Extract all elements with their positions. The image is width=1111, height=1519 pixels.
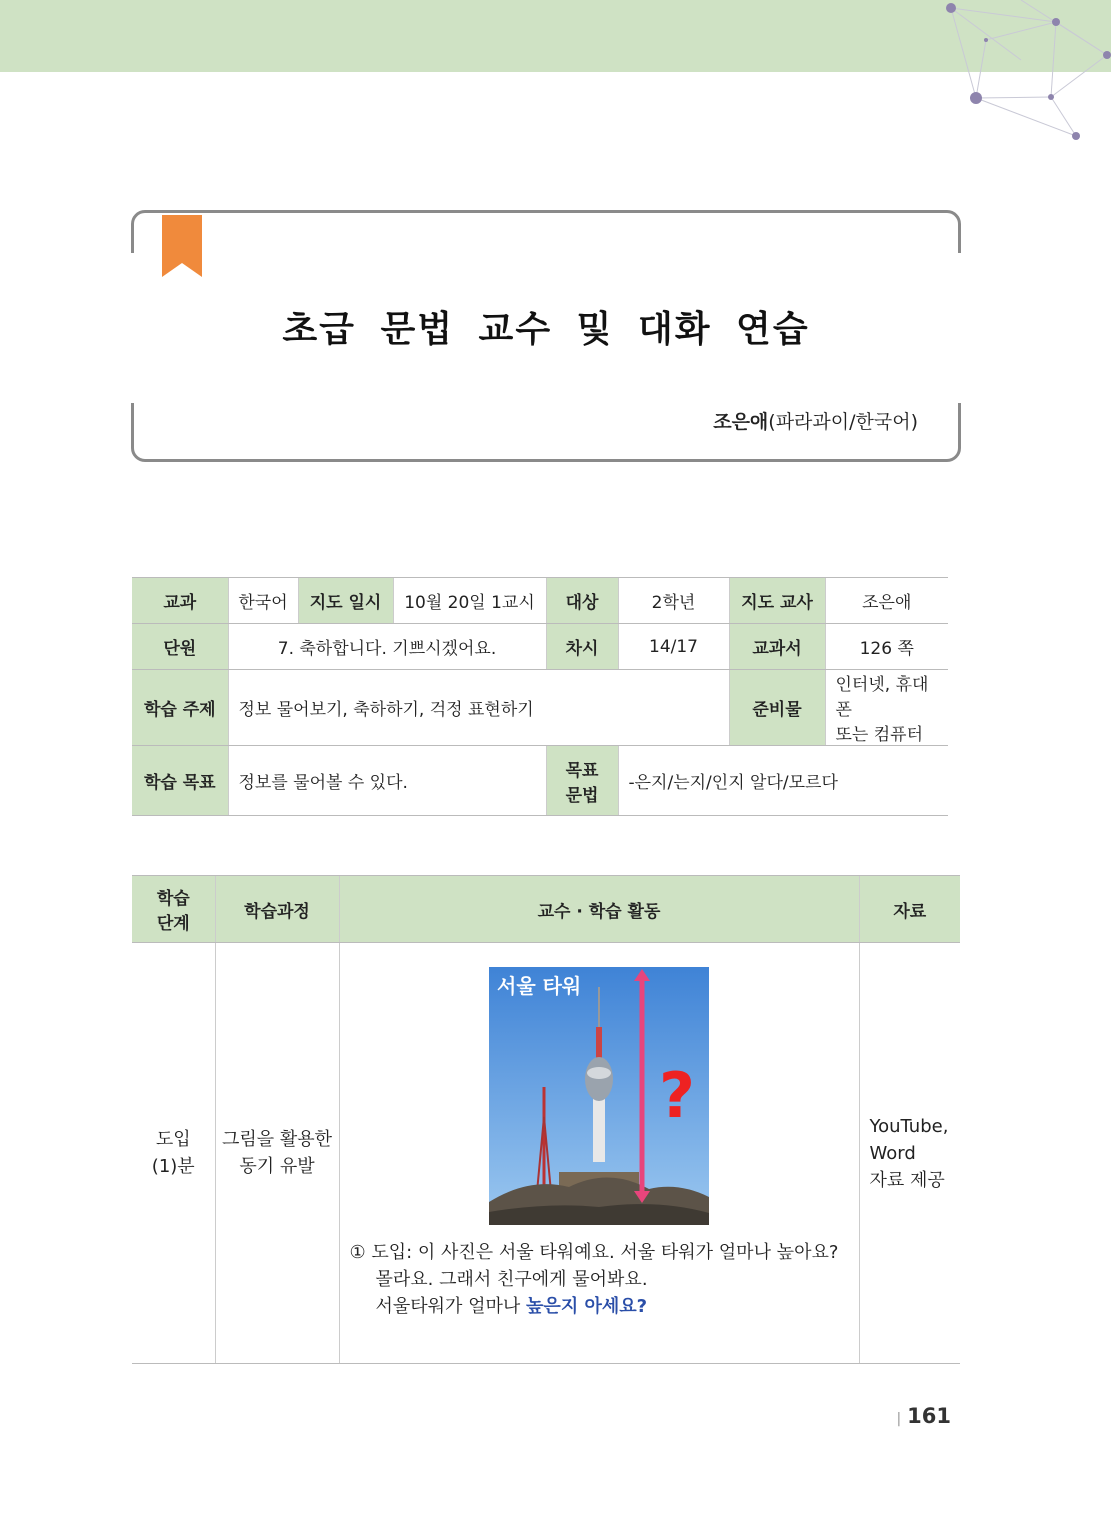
grammar-label <box>546 746 618 816</box>
activity-cell <box>339 943 859 1364</box>
textbook-value: 126 쪽 <box>825 624 948 670</box>
stage-header-line-2: 단계 <box>156 914 190 934</box>
topic-label: 학습 주제 <box>132 670 228 746</box>
lesson-info-table <box>132 577 948 816</box>
author-line <box>713 407 918 434</box>
subject-label: 교과 <box>132 578 228 624</box>
process-header: 학습과정 <box>215 876 339 943</box>
target-value: 2학년 <box>618 578 729 624</box>
materials-label: 준비물 <box>729 670 825 746</box>
date-value: 10월 20일 1교시 <box>393 578 546 624</box>
activity-line-2: 몰라요. 그래서 친구에게 물어봐요. <box>375 1269 648 1290</box>
process-cell <box>215 943 339 1364</box>
photo-question-mark: ? <box>659 1059 695 1132</box>
seoul-tower-photo <box>489 967 709 1225</box>
target-label: 대상 <box>546 578 618 624</box>
date-label: 지도 일시 <box>298 578 393 624</box>
photo-caption: 서울 타워 <box>497 974 582 998</box>
stage-duration: (1)분 <box>151 1156 195 1177</box>
goal-label: 학습 목표 <box>132 746 228 816</box>
textbook-label: 교과서 <box>729 624 825 670</box>
activity-text <box>350 1239 849 1320</box>
materials-value <box>825 670 948 746</box>
teacher-label: 지도 교사 <box>729 578 825 624</box>
page-title: 초급 문법 교수 및 대화 연습 <box>282 309 810 350</box>
activity-header: 교수 · 학습 활동 <box>339 876 859 943</box>
process-line-1: 그림을 활용한 <box>221 1129 333 1150</box>
author-affiliation: (파라과이/한국어) <box>768 411 918 433</box>
teacher-value: 조은애 <box>825 578 948 624</box>
process-line-2: 동기 유발 <box>239 1156 315 1177</box>
activity-line-3 <box>350 1293 849 1320</box>
stage-name: 도입 <box>155 1129 191 1150</box>
stage-header-line-1: 학습 <box>156 889 190 909</box>
lesson-plan-table <box>132 875 960 1364</box>
title-box <box>131 210 961 462</box>
materials-line-2: 또는 컴퓨터 <box>835 725 924 745</box>
session-label: 차시 <box>546 624 618 670</box>
grammar-label-line-2: 문법 <box>565 785 599 806</box>
activity-line-3-prefix: 서울타워가 얼마나 <box>375 1296 527 1317</box>
resources-line-1: YouTube, <box>869 1115 949 1137</box>
unit-value: 7. 축하합니다. 기쁘시겠어요. <box>228 624 546 670</box>
resources-line-3: 자료 제공 <box>869 1169 945 1191</box>
network-decoration <box>931 0 1111 160</box>
subject-value: 한국어 <box>228 578 298 624</box>
grammar-label-line-1: 목표 <box>565 760 599 781</box>
resources-line-2: Word <box>869 1142 916 1164</box>
activity-line-3-highlight: 높은지 아세요? <box>526 1296 648 1317</box>
goal-value: 정보를 물어볼 수 있다. <box>228 746 546 816</box>
resources-header: 자료 <box>859 876 960 943</box>
resources-cell <box>859 943 960 1364</box>
grammar-value: -은지/는지/인지 알다/모르다 <box>618 746 948 816</box>
materials-line-1: 인터넷, 휴대폰 <box>835 675 929 720</box>
page-number: | 161 <box>896 1404 951 1428</box>
bookmark-ribbon-icon <box>162 215 202 277</box>
activity-line-1: ① 도입: 이 사진은 서울 타워예요. 서울 타워가 얼마나 높아요? <box>349 1242 839 1263</box>
session-value: 14/17 <box>618 624 729 670</box>
topic-value: 정보 물어보기, 축하하기, 걱정 표현하기 <box>228 670 729 746</box>
stage-cell <box>132 943 215 1364</box>
author-name: 조은애 <box>713 411 769 433</box>
stage-header <box>132 876 215 943</box>
unit-label: 단원 <box>132 624 228 670</box>
